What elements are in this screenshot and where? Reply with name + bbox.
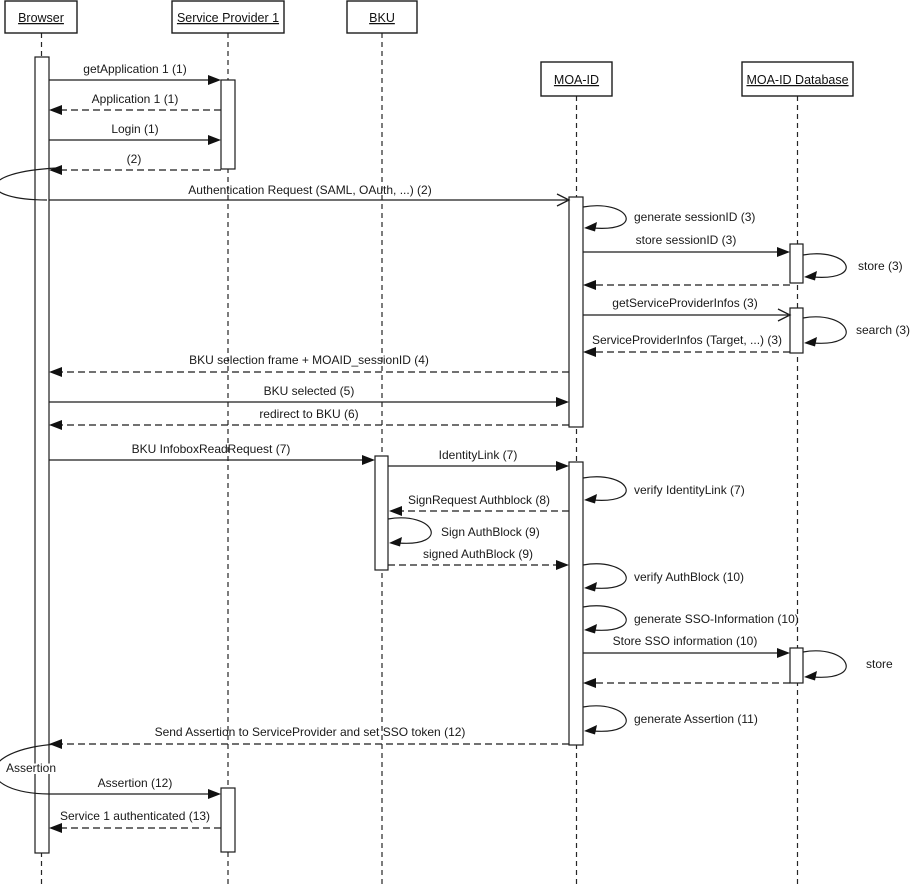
self-message-loop: [803, 254, 846, 278]
arrowhead: [583, 678, 596, 688]
message-label: IdentityLink (7): [438, 448, 518, 462]
message-label: Assertion (12): [97, 776, 173, 790]
self-message-loop: [803, 651, 846, 677]
message-label: Service 1 authenticated (13): [59, 809, 211, 823]
actor-label-browser: Browser: [18, 11, 64, 25]
self-message-label: verify AuthBlock (10): [634, 570, 745, 584]
arrowhead: [583, 280, 596, 290]
self-message-arrowhead: [804, 337, 817, 347]
activation-moa-id-database-store: [790, 244, 803, 283]
activation-bku: [375, 456, 388, 570]
self-message-arrowhead: [584, 222, 597, 232]
actor-service-provider-1: [172, 1, 284, 33]
self-message-label: store: [866, 657, 893, 671]
self-message-arrowhead: [584, 725, 597, 735]
message-label: Send Assertion to ServiceProvider and set SSO token (12): [154, 725, 466, 739]
assertion-arc-label: Assertion: [6, 761, 57, 775]
message-label: BKU selected (5): [263, 384, 355, 398]
message-label: Store SSO information (10): [612, 634, 758, 648]
message-label: (2): [126, 152, 142, 166]
self-message-loop: [583, 606, 626, 631]
self-message-label: search (3): [856, 323, 911, 337]
arrowhead: [389, 506, 402, 516]
self-message-arrowhead: [389, 537, 402, 547]
actor-browser: [5, 1, 77, 33]
arrowhead: [49, 105, 62, 115]
message-label: signed AuthBlock (9): [422, 547, 534, 561]
self-message-arrowhead: [804, 271, 817, 281]
message-label: BKU selection frame + MOAID_sessionID (4): [189, 353, 429, 367]
actor-moa-id-database: [742, 62, 853, 96]
arrowhead: [49, 739, 62, 749]
actor-label-service-provider-1: Service Provider 1: [176, 11, 280, 25]
self-message-arrowhead: [584, 624, 597, 634]
actor-bku: [347, 1, 417, 33]
activation-moa-id-first: [569, 197, 583, 427]
activation-moa-id-database-sso: [790, 648, 803, 683]
activation-moa-id-database-search: [790, 308, 803, 353]
self-message-loop: [803, 317, 846, 343]
message-label: Authentication Request (SAML, OAuth, ...) (2): [188, 183, 432, 197]
arrowhead: [49, 823, 62, 833]
self-message-loop: [583, 206, 626, 229]
message-label: Login (1): [111, 122, 159, 136]
activation-browser: [35, 57, 49, 853]
self-message-loop: [388, 518, 431, 543]
self-message-arrowhead: [584, 494, 597, 504]
arrowhead: [49, 367, 62, 377]
arrowhead: [556, 397, 569, 407]
arrowhead: [583, 347, 596, 357]
message-label: getServiceProviderInfos (3): [612, 296, 758, 310]
self-message-loop: [583, 477, 626, 501]
activation-service-provider-1-second: [221, 788, 235, 852]
self-message-label: verify IdentityLink (7): [634, 483, 745, 497]
message-label: Application 1 (1): [91, 92, 179, 106]
self-message-loop: [583, 706, 626, 731]
self-message-arrowhead: [804, 671, 817, 681]
self-message-label: Sign AuthBlock (9): [441, 525, 540, 539]
message-label: store sessionID (3): [635, 233, 737, 247]
actor-label-bku: BKU: [369, 11, 395, 25]
arrowhead: [49, 165, 62, 175]
self-message-label: generate SSO-Information (10): [634, 612, 799, 626]
message-label: ServiceProviderInfos (Target, ...) (3): [591, 333, 783, 347]
actor-label-moa-id: MOA-ID: [553, 73, 600, 87]
self-message-label: generate Assertion (11): [634, 712, 758, 726]
arrowhead: [49, 420, 62, 430]
message-label: BKU InfoboxReadRequest (7): [131, 442, 291, 456]
activation-moa-id-second: [569, 462, 583, 745]
arrowhead: [208, 135, 221, 145]
message-label: SignRequest Authblock (8): [407, 493, 551, 507]
message-label: redirect to BKU (6): [259, 407, 359, 421]
arrowhead: [777, 648, 790, 658]
arrowhead: [208, 789, 221, 799]
arrowhead: [362, 455, 375, 465]
self-message-label: generate sessionID (3): [634, 210, 756, 224]
message-label: getApplication 1 (1): [83, 62, 187, 76]
activation-service-provider-1-first: [221, 80, 235, 169]
arrowhead: [556, 461, 569, 471]
self-message-loop: [583, 564, 626, 589]
self-message-arrowhead: [584, 582, 597, 592]
arrowhead: [777, 247, 790, 257]
self-message-label: store (3): [858, 259, 903, 273]
arrowhead: [556, 560, 569, 570]
self-messages-layer: [388, 206, 910, 735]
arrowhead: [208, 75, 221, 85]
actor-label-moa-id-database: MOA-ID Database: [746, 73, 849, 87]
actor-moa-id: [541, 62, 612, 96]
